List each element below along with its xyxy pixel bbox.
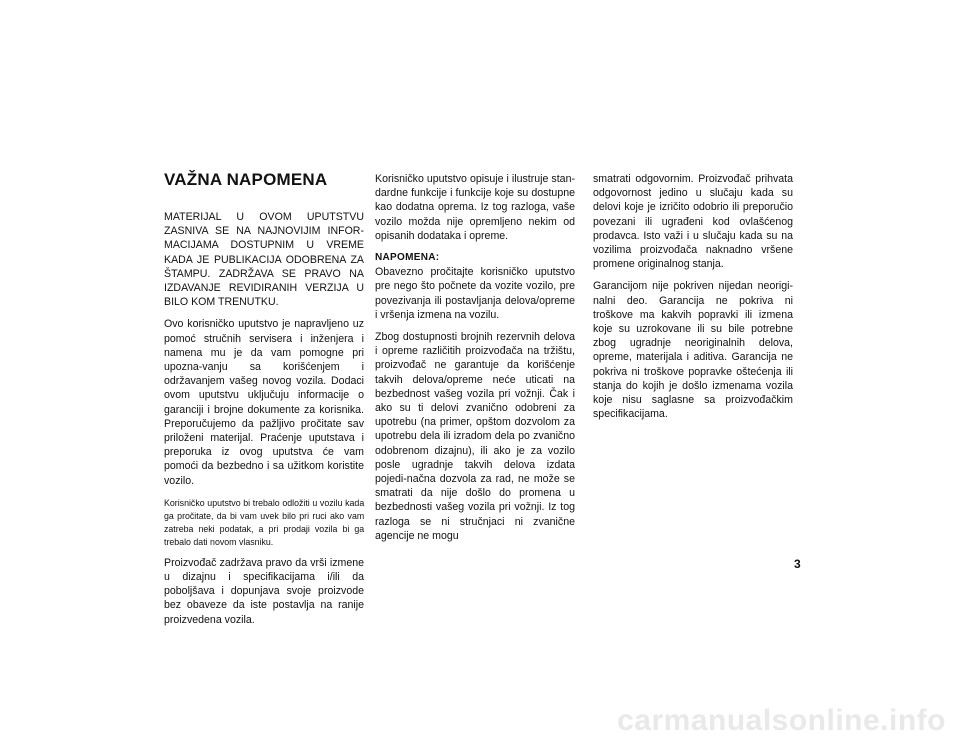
storage-note-paragraph: Korisničko uputstvo bi trebalo odložiti u vozilu kada ga pročitate, da bi vam uvek bilo pri ruci ako vam zatreba neki podatak, a pri prodaji vozila bi ga trebalo dati novom vlasniku. xyxy=(164,496,365,547)
note-label: NAPOMENA: xyxy=(375,252,440,264)
warranty-paragraph: Garancijom nije pokriven nijedan neorigi-nalni deo. Garancija ne pokriva ni troškove ma kakvih popravki ili izmena koje su uzrokovane ili su bile potrebne zbog ugradnje neoriginalnih delova, opreme, materijala i aditiva. Garancija ne pokriva ni troškove popravke oštećenja ili stanja do kojih je došlo izmenama vozila koje nisu saglasne sa proizvođačkim specifikacijama. xyxy=(593,280,793,421)
responsibility-paragraph: smatrati odgovornim. Proizvođač prihvata odgovornost jedino u slučaju kada su delovi koje je izričito odobrio ili preporučio povezani ili ugrađeni kod ovlašćenog prodavca. Isto važi i u slučaju kada su na vozilima proizvođača naknadno vršene promene originalnog stanja. xyxy=(593,173,793,271)
description-paragraph: Korisničko uputstvo opisuje i ilustruje stan-dardne funkcije i funkcije koje su dostupne kao dodatna oprema. Iz tog razloga, vaše vozilo možda nije opremljeno nekim od opisanih dodataka i opreme. xyxy=(375,173,575,242)
page-number: 3 xyxy=(794,557,801,571)
disclaimer-paragraph: MATERIJAL U OVOM UPUTSTVU ZASNIVA SE NA NAJNOVIJIM INFOR-MACIJAMA DOSTUPNIM U VREME KADA JE PUBLIKACIJA ODOBRENA ZA ŠTAMPU. ZADRŽAVA SE PRAVO NA IZDAVANJE REVIDIRANIH VERZIJA U BILO KOM TRENUTKU. xyxy=(164,211,364,309)
column-middle xyxy=(375,172,575,551)
rights-paragraph: Proizvođač zadržava pravo da vrši izmene u dizajnu i specifikacijama i/ili da poboljšava i dopunjava svoje proizvode bez obaveze da iste postavlja na ranije proizvedena vozila. xyxy=(164,556,364,626)
page-title: VAŽNA NAPOMENA xyxy=(164,170,328,189)
watermark: carmanualsonline.info xyxy=(617,704,946,737)
column-left xyxy=(164,170,364,635)
note-paragraph: Obavezno pročitajte korisničko uputstvo pre nego što počnete da vozite vozilo, pre povezivanja ili postavljanja delova/opreme i vršenja izmena na vozilu. xyxy=(375,266,575,321)
column-right xyxy=(593,172,793,429)
intro-paragraph: Ovo korisničko uputstvo je napravljeno uz pomoć stručnih servisera i inženjera i namena mu je da vam pomogne pri upozna-vanju sa korišćenjem i održavanjem vašeg novog vozila. Dodaci ovom uputstvu uključuju informacije o garanciji i brojne dokumente za korisnika. Preporučujemo da pažljivo pročitate sav priloženi materijal. Praćenje uputstava i preporuka iz ovog uputstva će vam pomoći da bezbedno i sa užitkom koristite vozilo. xyxy=(164,318,364,487)
parts-paragraph: Zbog dostupnosti brojnih rezervnih delova i opreme različitih proizvođača na tržištu, proizvođač ne garantuje da korišćenje takvih delova/opreme neće uticati na bezbednost vašeg vozila pri vožnji. Čak i ako su ti delovi zvanično odobreni za upotrebu (na primer, opštom dozvolom za upotrebu dela ili izradom dela po zvanično odobrenom dizajnu), ili ako je za vozilo posle ugradnje takvih delova izdata pojedi-načna dozvola za rad, ne može se smatrati da nije došlo do promena u bezbednosti vašeg vozila pri vožnji. Iz tog razloga se ni stručnjaci ni zvanične agencije ne mogu xyxy=(375,331,575,542)
